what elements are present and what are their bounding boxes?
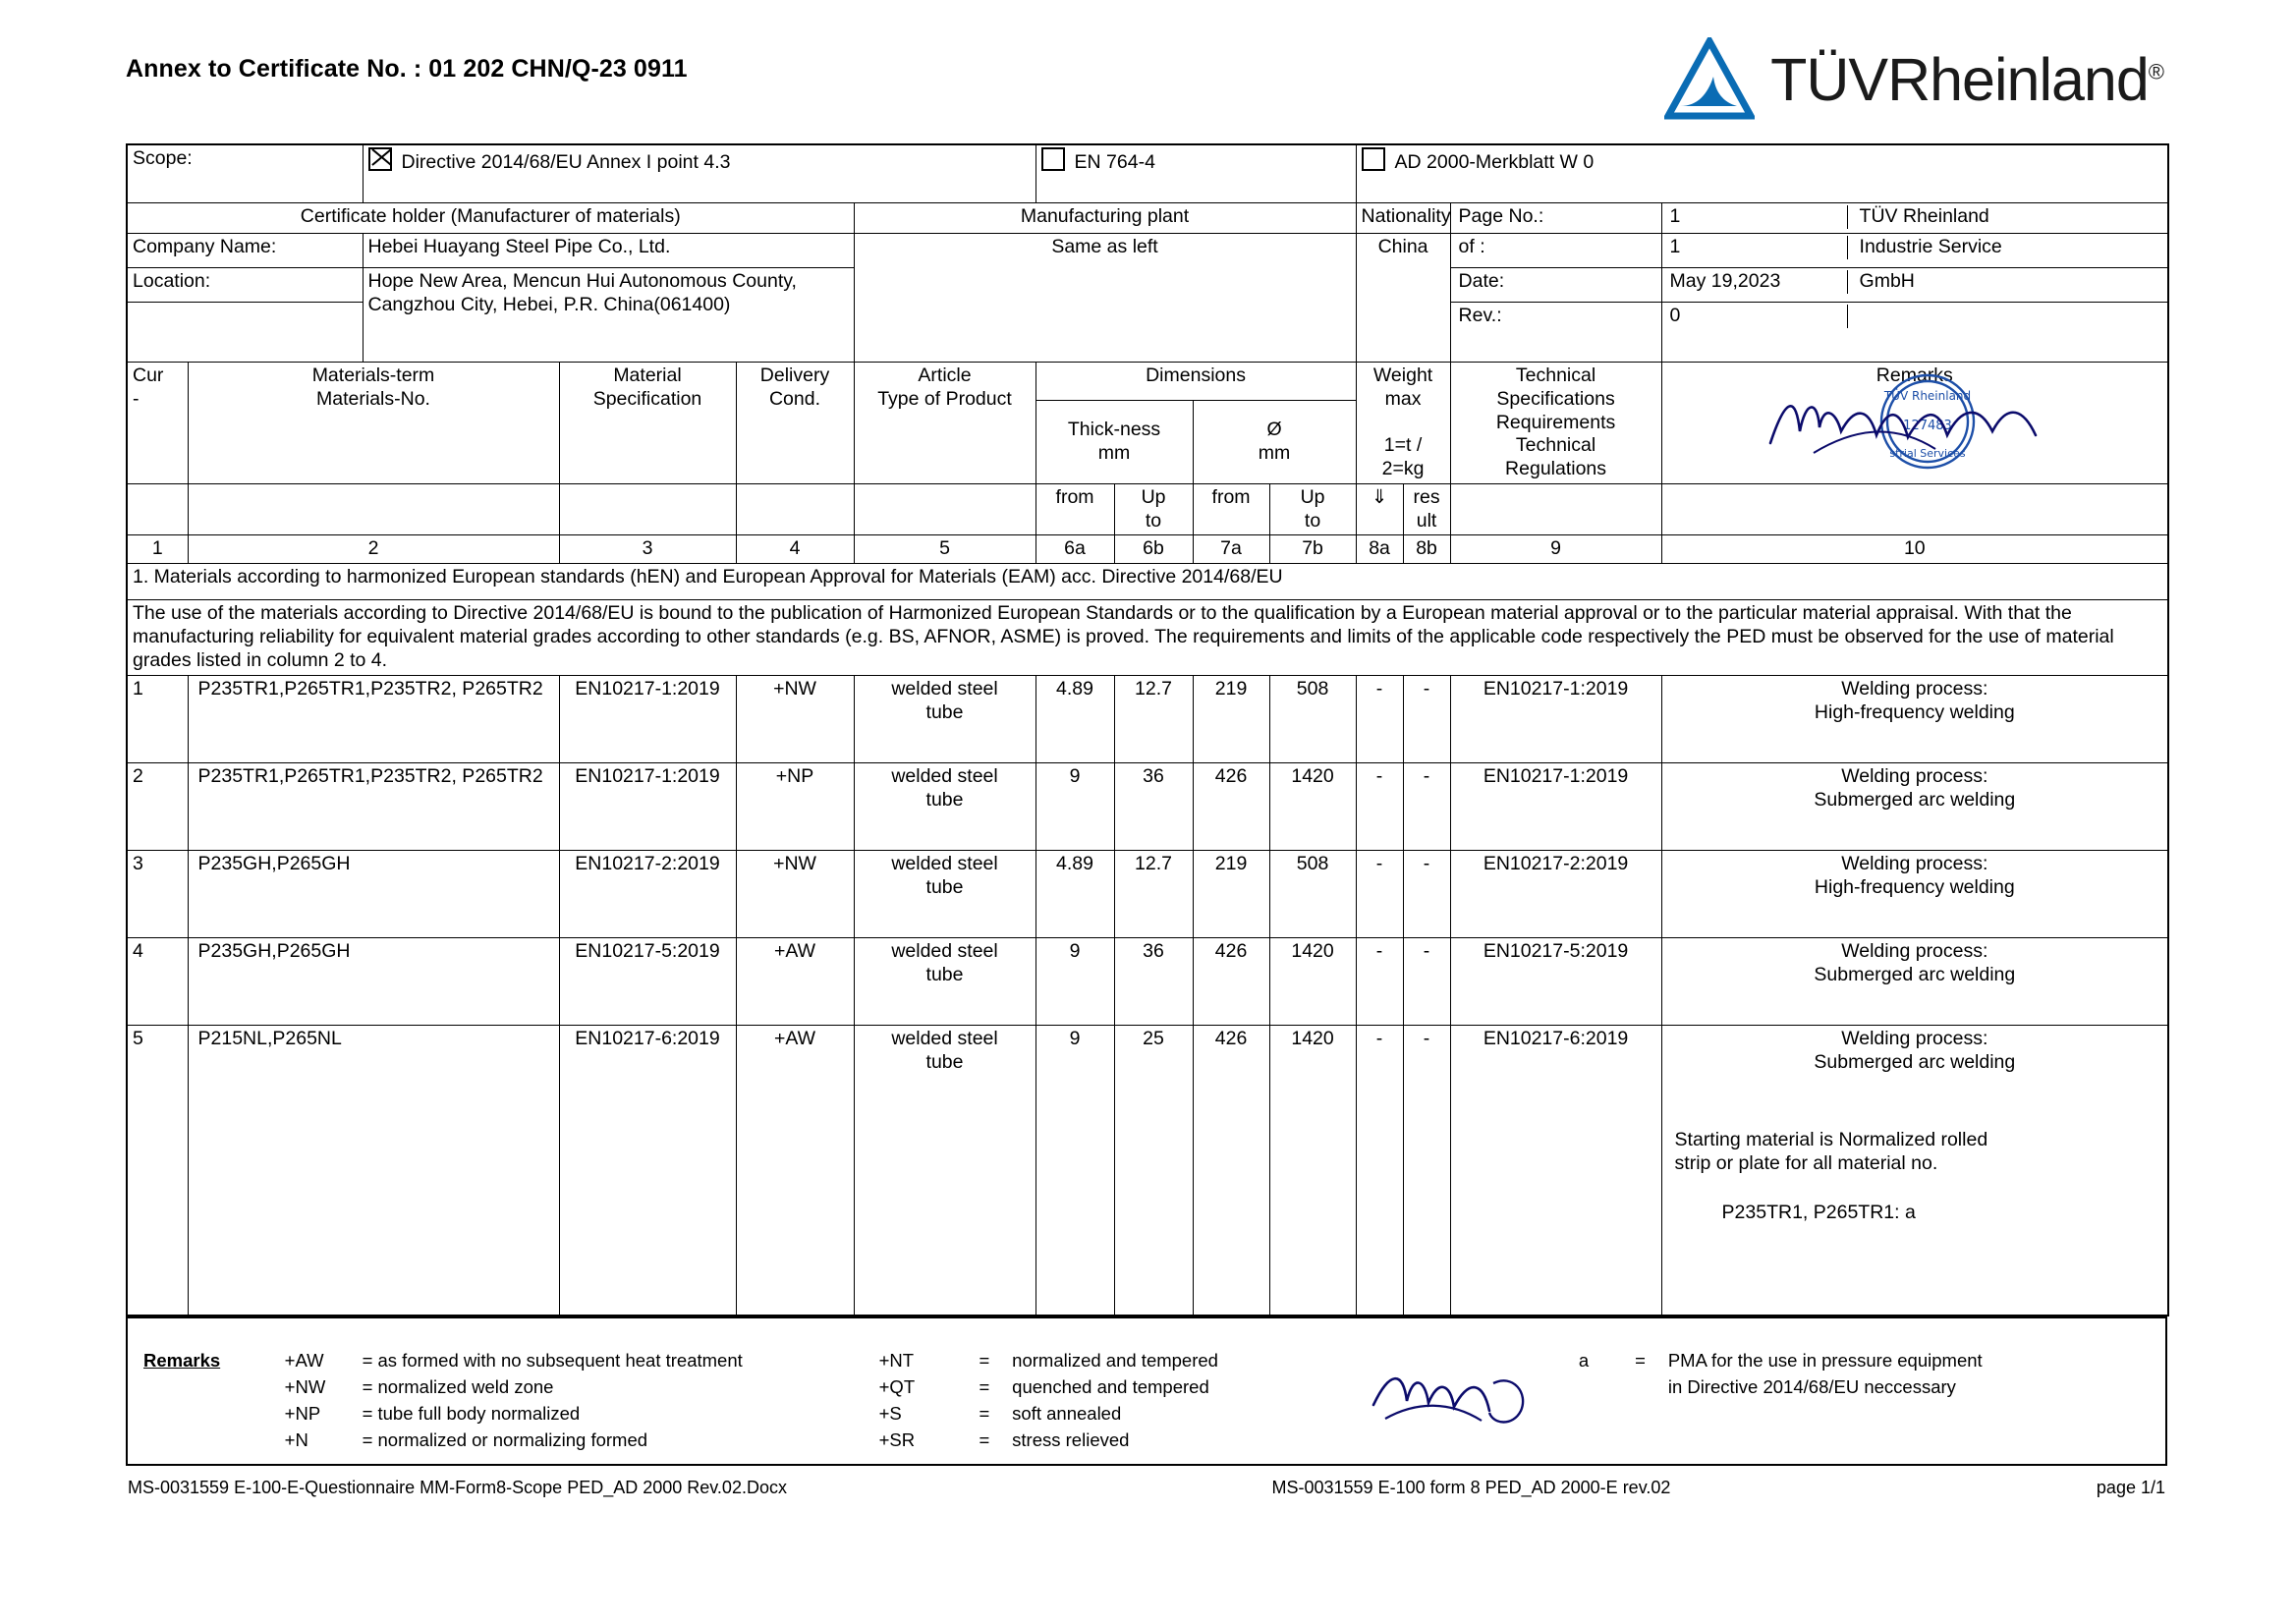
- legend-spacer-6: [1666, 1401, 2183, 1428]
- of-label: of :: [1450, 234, 1661, 268]
- legend-code-aw: +AW: [284, 1349, 324, 1371]
- legend-spacer-3: [1614, 1374, 1666, 1401]
- blank-materials: [188, 483, 559, 535]
- svg-text:TÜV Rheinland: TÜV Rheinland: [1883, 389, 1971, 403]
- legend-text-qt: quenched and tempered: [1012, 1375, 1209, 1397]
- row-spec: EN10217-1:2019: [559, 762, 736, 850]
- weight-arrow-icon: ⇓: [1356, 483, 1403, 535]
- col-thickness-header: Thick-ness mm: [1036, 401, 1193, 484]
- column-number-row: [127, 535, 2168, 564]
- row-article: welded steel tube: [854, 1025, 1036, 1316]
- row-number: 1: [127, 675, 188, 762]
- colnum-8a: 8a: [1356, 535, 1403, 564]
- row-weight-a: -: [1356, 762, 1403, 850]
- row-delivery: +NW: [736, 675, 854, 762]
- legend-eq-a: =: [1635, 1349, 1646, 1371]
- company-name-value: Hebei Huayang Steel Pipe Co., Ltd.: [363, 234, 854, 268]
- tuv-wordmark: TÜVRheinland®: [1770, 46, 2163, 113]
- row-remarks: Welding process: Submerged arc welding: [1661, 937, 2168, 1025]
- row-article: welded steel tube: [854, 675, 1036, 762]
- legend-text-aw: = as formed with no subsequent heat treatment: [362, 1349, 743, 1371]
- row-weight-a: -: [1356, 850, 1403, 937]
- footer-page-number: page 1/1: [2096, 1477, 2165, 1497]
- legend-spacer-4: [1577, 1401, 1614, 1428]
- document-header: [126, 37, 2167, 143]
- svg-text:127483: 127483: [1902, 419, 1952, 433]
- row-weight-b: -: [1403, 937, 1450, 1025]
- row-remarks: Welding process: Submerged arc welding: [1661, 762, 2168, 850]
- row-diameter-to: 1420: [1269, 1025, 1356, 1316]
- row-thickness-to: 12.7: [1114, 675, 1193, 762]
- row-weight-a: -: [1356, 937, 1403, 1025]
- table-row: [127, 850, 2168, 937]
- scope-label: Scope:: [127, 144, 363, 203]
- svg-text:strial Services: strial Services: [1888, 447, 1966, 460]
- row-thickness-to: 25: [1114, 1025, 1193, 1316]
- row-diameter-from: 219: [1193, 850, 1269, 937]
- legend-spacer-2: [1577, 1374, 1614, 1401]
- legend-code-np: +NP: [284, 1402, 321, 1424]
- row-technical: EN10217-5:2019: [1450, 937, 1661, 1025]
- legend-spacer-9: [1666, 1428, 2183, 1454]
- row-remarks: Welding process: High-frequency welding: [1661, 675, 2168, 762]
- legend-spacer-5: [1614, 1401, 1666, 1428]
- main-certificate-table: [126, 143, 2169, 1316]
- row-weight-a: -: [1356, 675, 1403, 762]
- holder-header-row: [127, 203, 2168, 234]
- legend-text-nt: normalized and tempered: [1012, 1349, 1218, 1371]
- range-subheader-row: [127, 483, 2168, 535]
- row-number: 5: [127, 1025, 188, 1316]
- row-technical: EN10217-1:2019: [1450, 675, 1661, 762]
- legend-text-nw: = normalized weld zone: [362, 1375, 554, 1397]
- trailing-remark-line2: strip or plate for all material no.: [1674, 1152, 1938, 1175]
- checkbox-icon[interactable]: [1041, 147, 1065, 171]
- row-weight-b: -: [1403, 675, 1450, 762]
- checkbox-icon[interactable]: [1362, 147, 1385, 171]
- col-remarks-header: Remarks TÜV Rheinland 127483 strial Services: [1661, 363, 2168, 484]
- blank-cur: [127, 483, 188, 535]
- issuer-blank: [1847, 305, 2162, 328]
- manufacturing-plant-title: Manufacturing plant: [854, 203, 1356, 234]
- colnum-10: 10: [1661, 535, 2168, 564]
- colnum-9: 9: [1450, 535, 1661, 564]
- col-materials-header: Materials-term Materials-No.: [188, 363, 559, 484]
- trailing-remark-line3: P235TR1, P265TR1: a: [1721, 1201, 1916, 1223]
- footer-left: MS-0031559 E-100-E-Questionnaire MM-Form8-Scope PED_AD 2000 Rev.02.Docx: [128, 1477, 787, 1497]
- row-thickness-from: 4.89: [1036, 675, 1114, 762]
- row-number: 3: [127, 850, 188, 937]
- blank-delivery: [736, 483, 854, 535]
- certificate-holder-title: Certificate holder (Manufacturer of materials): [127, 203, 854, 234]
- row-spec: EN10217-2:2019: [559, 850, 736, 937]
- annex-title: Annex to Certificate No. : 01 202 CHN/Q-23 0911: [126, 55, 688, 83]
- nationality-title: Nationality: [1356, 203, 1450, 234]
- weight-result-header: res ult: [1403, 483, 1450, 535]
- colnum-5: 5: [854, 535, 1036, 564]
- column-header-row: [127, 363, 2168, 401]
- colnum-7b: 7b: [1269, 535, 1356, 564]
- footer-middle: MS-0031559 E-100 form 8 PED_AD 2000-E rev.02: [1271, 1477, 1671, 1497]
- col-diameter-header: Ø mm: [1193, 401, 1356, 484]
- row-article: welded steel tube: [854, 850, 1036, 937]
- blank-remarks: [1661, 483, 2168, 535]
- row-weight-b: -: [1403, 850, 1450, 937]
- col-material-spec-header: Material Specification: [559, 363, 736, 484]
- row-remarks-with-notes: [1661, 1025, 2168, 1316]
- row-diameter-from: 219: [1193, 675, 1269, 762]
- row-number: 2: [127, 762, 188, 850]
- legend-spacer-8: [1614, 1428, 1666, 1454]
- row-thickness-to: 36: [1114, 937, 1193, 1025]
- table-row: [127, 937, 2168, 1025]
- row-thickness-to: 36: [1114, 762, 1193, 850]
- spacer-cell: [127, 303, 363, 363]
- scope-option-en764-label: EN 764-4: [1074, 151, 1155, 173]
- company-name-label: Company Name:: [127, 234, 363, 268]
- date-value-row: [1661, 268, 2168, 303]
- colnum-2: 2: [188, 535, 559, 564]
- date-value: May 19,2023: [1669, 270, 1781, 292]
- of-value-row: [1661, 234, 2168, 268]
- row-weight-b: -: [1403, 1025, 1450, 1316]
- scope-option-directive-label: Directive 2014/68/EU Annex I point 4.3: [401, 151, 731, 173]
- diameter-from-header: from: [1193, 483, 1269, 535]
- row-spec: EN10217-6:2019: [559, 1025, 736, 1316]
- legend-code-qt: +QT: [878, 1375, 916, 1397]
- secondary-signature: [1338, 1348, 1577, 1454]
- row-number: 4: [127, 937, 188, 1025]
- col-article-header: Article Type of Product: [854, 363, 1036, 484]
- section-title-row: [127, 564, 2168, 600]
- section-note-row: [127, 600, 2168, 675]
- blank-article: [854, 483, 1036, 535]
- remarks-legend-row: [141, 1374, 2183, 1401]
- legend-code-sr: +SR: [878, 1428, 916, 1450]
- scope-option-en764[interactable]: [1036, 144, 1356, 203]
- legend-text-a-line1: PMA for the use in pressure equipment: [1667, 1349, 1983, 1371]
- table-row: [127, 675, 2168, 762]
- remarks-legend-row: [141, 1401, 2183, 1428]
- colnum-8b: 8b: [1403, 535, 1450, 564]
- blank-spec: [559, 483, 736, 535]
- colnum-3: 3: [559, 535, 736, 564]
- colnum-1: 1: [127, 535, 188, 564]
- scope-option-directive[interactable]: [363, 144, 1036, 203]
- legend-spacer: [141, 1401, 283, 1428]
- issuer-line-3: GmbH: [1847, 270, 2162, 294]
- remarks-title: Remarks: [143, 1349, 221, 1371]
- company-row: [127, 234, 2168, 268]
- col-cur-header: Cur -: [127, 363, 188, 484]
- page-no-value: 1: [1669, 205, 1681, 227]
- col-weight-header: Weight max 1=t / 2=kg: [1356, 363, 1450, 484]
- row-weight-b: -: [1403, 762, 1450, 850]
- row-delivery: +AW: [736, 937, 854, 1025]
- diameter-upto-header: Up to: [1269, 483, 1356, 535]
- row-diameter-to: 1420: [1269, 937, 1356, 1025]
- legend-code-s: +S: [878, 1402, 902, 1424]
- row-materials: P235TR1,P265TR1,P235TR2, P265TR2: [188, 675, 559, 762]
- row-article: welded steel tube: [854, 937, 1036, 1025]
- document-footer: [126, 1478, 2167, 1498]
- row-delivery: +NW: [736, 850, 854, 937]
- legend-code-nt: +NT: [878, 1349, 915, 1371]
- section-title: 1. Materials according to harmonized European standards (hEN) and European Approval for Materials (EAM) acc. Directive 2014/68/EU: [127, 564, 2168, 600]
- location-label: Location:: [127, 268, 363, 303]
- row-remark-line1: Welding process:: [1841, 1027, 1988, 1049]
- manufacturing-plant-value: Same as left: [854, 234, 1356, 363]
- colnum-6b: 6b: [1114, 535, 1193, 564]
- scope-row: [127, 144, 2168, 203]
- signature-stamp-group: [1751, 366, 2075, 475]
- row-thickness-from: 9: [1036, 762, 1114, 850]
- issuer-line-1: TÜV Rheinland: [1847, 205, 2162, 229]
- legend-text-sr: stress relieved: [1012, 1428, 1130, 1450]
- rev-value-row: [1661, 303, 2168, 363]
- remarks-legend-box: [126, 1316, 2167, 1466]
- row-diameter-to: 508: [1269, 675, 1356, 762]
- remarks-legend-row: [141, 1348, 2183, 1374]
- table-row: [127, 762, 2168, 850]
- thickness-upto-header: Up to: [1114, 483, 1193, 535]
- legend-code-nw: +NW: [284, 1375, 326, 1397]
- legend-eq-s: =: [979, 1402, 990, 1424]
- checkbox-checked-icon[interactable]: [368, 147, 392, 171]
- remarks-legend-row: [141, 1428, 2183, 1454]
- col-dimensions-header: Dimensions: [1036, 363, 1356, 401]
- tuv-triangle-icon: [1664, 37, 1755, 122]
- blank-technical: [1450, 483, 1661, 535]
- row-materials: P235TR1,P265TR1,P235TR2, P265TR2: [188, 762, 559, 850]
- legend-spacer-7: [1577, 1428, 1614, 1454]
- page-no-value-row: [1661, 203, 2168, 234]
- row-thickness-from: 9: [1036, 937, 1114, 1025]
- row-thickness-from: 9: [1036, 1025, 1114, 1316]
- remarks-legend-table: [141, 1348, 2183, 1454]
- tuv-rheinland-logo: [1664, 37, 2167, 122]
- scope-option-ad2000-label: AD 2000-Merkblatt W 0: [1394, 151, 1595, 173]
- nationality-value: China: [1356, 234, 1450, 363]
- row-weight-a: -: [1356, 1025, 1403, 1316]
- legend-code-a: a: [1578, 1349, 1590, 1371]
- row-materials: P235GH,P265GH: [188, 850, 559, 937]
- row-thickness-to: 12.7: [1114, 850, 1193, 937]
- row-materials: P235GH,P265GH: [188, 937, 559, 1025]
- row-spec: EN10217-5:2019: [559, 937, 736, 1025]
- row-diameter-to: 1420: [1269, 762, 1356, 850]
- of-value: 1: [1669, 236, 1681, 257]
- rev-value: 0: [1669, 305, 1681, 326]
- section-note: The use of the materials according to Directive 2014/68/EU is bound to the publication of Harmonized European Standards or to the qualification by a European material approval or to the particular material appraisal. With that the manufacturing reliability for equivalent material grades according to other standards (e.g. BS, AFNOR, ASME) is proved. The requirements and limits of the applicable code respectively the PED must be observed for the use of material grades listed in column 2 to 4.: [127, 600, 2168, 675]
- legend-spacer: [141, 1428, 283, 1454]
- row-remarks: Welding process: High-frequency welding: [1661, 850, 2168, 937]
- scope-option-ad2000[interactable]: [1356, 144, 2168, 203]
- trailing-remark-line1: Starting material is Normalized rolled: [1674, 1129, 1988, 1151]
- colnum-6a: 6a: [1036, 535, 1114, 564]
- row-materials: P215NL,P265NL: [188, 1025, 559, 1316]
- legend-text-n: = normalized or normalizing formed: [362, 1428, 648, 1450]
- row-article: welded steel tube: [854, 762, 1036, 850]
- row-diameter-from: 426: [1193, 762, 1269, 850]
- row-delivery: +AW: [736, 1025, 854, 1316]
- legend-spacer: [141, 1374, 283, 1401]
- col-delivery-header: Delivery Cond.: [736, 363, 854, 484]
- col-technical-header: Technical Specifications Requirements Technical Regulations: [1450, 363, 1661, 484]
- legend-text-np: = tube full body normalized: [362, 1402, 581, 1424]
- row-spec: EN10217-1:2019: [559, 675, 736, 762]
- legend-eq-sr: =: [979, 1428, 990, 1450]
- row-remark-line2: Submerged arc welding: [1814, 1050, 2016, 1073]
- legend-code-n: +N: [284, 1428, 308, 1450]
- row-diameter-from: 426: [1193, 937, 1269, 1025]
- rev-label: Rev.:: [1450, 303, 1661, 363]
- location-value: Hope New Area, Mencun Hui Autonomous County, Cangzhou City, Hebei, P.R. China(061400): [363, 268, 854, 363]
- row-technical: EN10217-6:2019: [1450, 1025, 1661, 1316]
- row-technical: EN10217-2:2019: [1450, 850, 1661, 937]
- legend-eq-qt: =: [979, 1375, 990, 1397]
- thickness-from-header: from: [1036, 483, 1114, 535]
- row-delivery: +NP: [736, 762, 854, 850]
- date-label: Date:: [1450, 268, 1661, 303]
- table-row: [127, 1025, 2168, 1316]
- legend-text-s: soft annealed: [1012, 1402, 1122, 1424]
- row-diameter-from: 426: [1193, 1025, 1269, 1316]
- colnum-7a: 7a: [1193, 535, 1269, 564]
- row-technical: EN10217-1:2019: [1450, 762, 1661, 850]
- page-no-label: Page No.:: [1450, 203, 1661, 234]
- legend-text-a-line2: in Directive 2014/68/EU neccessary: [1667, 1375, 1956, 1397]
- row-diameter-to: 508: [1269, 850, 1356, 937]
- colnum-4: 4: [736, 535, 854, 564]
- issuer-line-2: Industrie Service: [1847, 236, 2162, 259]
- legend-eq-nt: =: [979, 1349, 990, 1371]
- row-thickness-from: 4.89: [1036, 850, 1114, 937]
